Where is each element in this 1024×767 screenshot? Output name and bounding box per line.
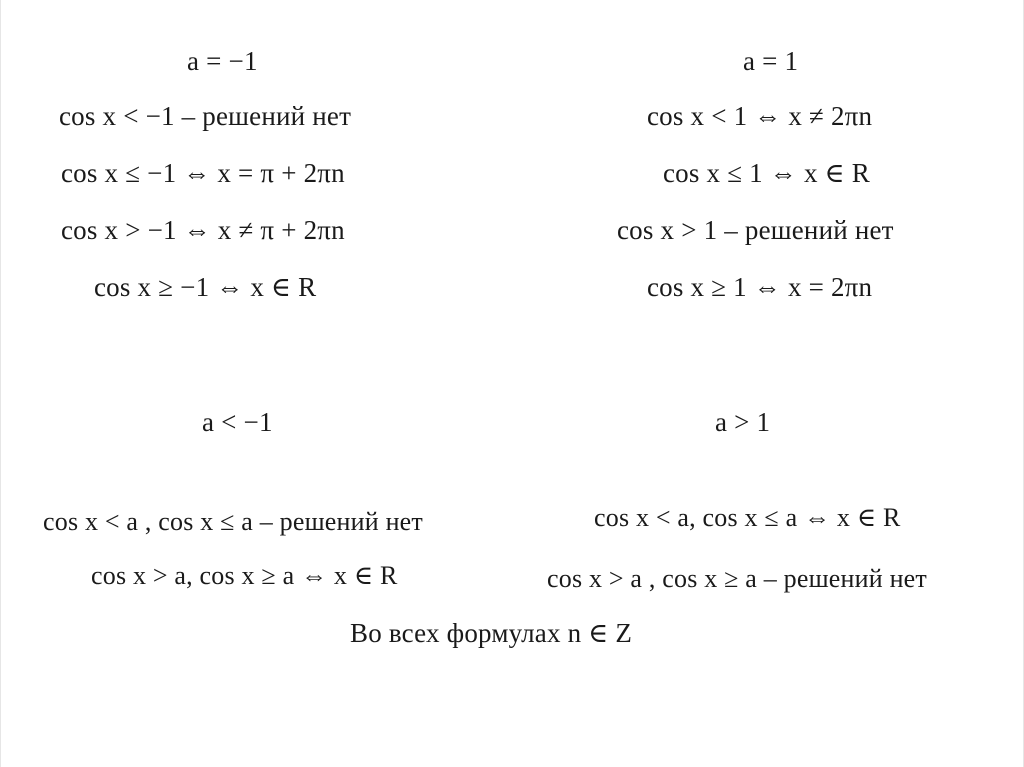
heading-a-eq-minus1: a = −1	[187, 46, 258, 76]
footer-note: Во всех формулах n ∈ Z	[350, 618, 633, 648]
formula-row: cos x > a , cos x ≥ a – решений нет	[547, 564, 927, 593]
formula-row: cos x ≤ −1 ⇔ x = π + 2πn	[61, 158, 345, 188]
formula-row: cos x < 1 ⇔ x ≠ 2πn	[647, 101, 873, 131]
heading-a-eq-1: a = 1	[743, 46, 799, 76]
formula-row: cos x < −1 – решений нет	[59, 101, 352, 131]
formula-row: cos x < a , cos x ≤ a – решений нет	[43, 507, 423, 536]
formula-row: cos x ≥ 1 ⇔ x = 2πn	[647, 272, 873, 302]
formula-row: cos x > 1 – решений нет	[617, 215, 894, 245]
formula-row: cos x > a, cos x ≥ a ⇔ x ∈ R	[91, 561, 398, 590]
formula-row: cos x ≤ 1 ⇔ x ∈ R	[663, 158, 870, 188]
formula-row: cos x ≥ −1 ⇔ x ∈ R	[94, 272, 317, 302]
heading-a-lt-minus1: a < −1	[202, 407, 273, 437]
heading-a-gt-1: a > 1	[715, 407, 771, 437]
formula-row: cos x < a, cos x ≤ a ⇔ x ∈ R	[594, 503, 901, 532]
formula-row: cos x > −1 ⇔ x ≠ π + 2πn	[61, 215, 345, 245]
